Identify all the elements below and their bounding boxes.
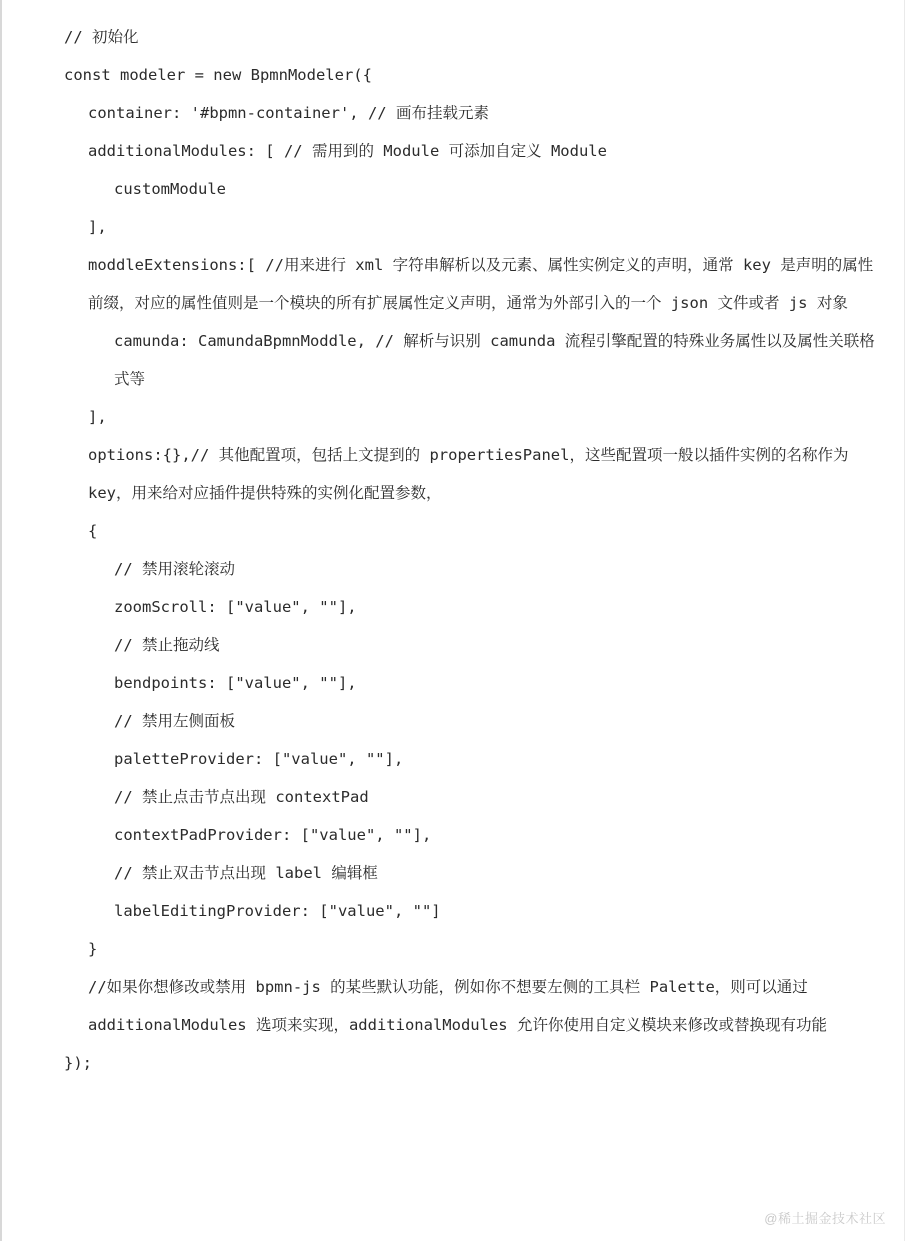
code-line: paletteProvider: ["value", ""], [114,750,404,768]
code-line: // 禁用左侧面板 [114,712,235,730]
code-line: { [88,522,98,540]
code-line: } [88,940,98,958]
code-line: // 禁止点击节点出现 contextPad [114,788,369,806]
code-block [2,0,904,1082]
code-line: options:{},// 其他配置项，包括上文提到的 propertiesPanel，这些配置项一般以插件实例的名称作为 key，用来给对应插件提供特殊的实例化配置参数， [88,446,858,502]
code-line: camunda: CamundaBpmnModdle, // 解析与识别 camunda 流程引擎配置的特殊业务属性以及属性关联格式等 [114,332,875,388]
code-line: //如果你想修改或禁用 bpmn-js 的某些默认功能，例如你不想要左侧的工具栏 Palette，则可以通过 additionalModules 选项来实现，additionalModules 允许你使用自定义模块来修改或替换现有功能 [88,978,827,1034]
code-line: contextPadProvider: ["value", ""], [114,826,432,844]
code-line: bendpoints: ["value", ""], [114,674,357,692]
code-line: ], [88,218,107,236]
code-line: zoomScroll: ["value", ""], [114,598,357,616]
code-line: ], [88,408,107,426]
code-line: // 初始化 [64,28,139,46]
code-line: // 禁止双击节点出现 label 编辑框 [114,864,378,882]
code-line: const modeler = new BpmnModeler({ [64,66,372,84]
code-line: labelEditingProvider: ["value", ""] [114,902,441,920]
code-line: customModule [114,180,226,198]
watermark: @稀土掘金技术社区 [764,1211,886,1226]
code-line: // 禁止拖动线 [114,636,220,654]
code-line: container: '#bpmn-container', // 画布挂载元素 [88,104,489,122]
code-line: }); [64,1054,92,1072]
code-line: moddleExtensions:[ //用来进行 xml 字符串解析以及元素、属性实例定义的声明，通常 key 是声明的属性前缀，对应的属性值则是一个模块的所有扩展属性定义声明，通常为外部引入的一个 json 文件或者 js 对象 [88,256,874,312]
code-line: // 禁用滚轮滚动 [114,560,235,578]
code-line: additionalModules: [ // 需用到的 Module 可添加自定义 Module [88,142,607,160]
